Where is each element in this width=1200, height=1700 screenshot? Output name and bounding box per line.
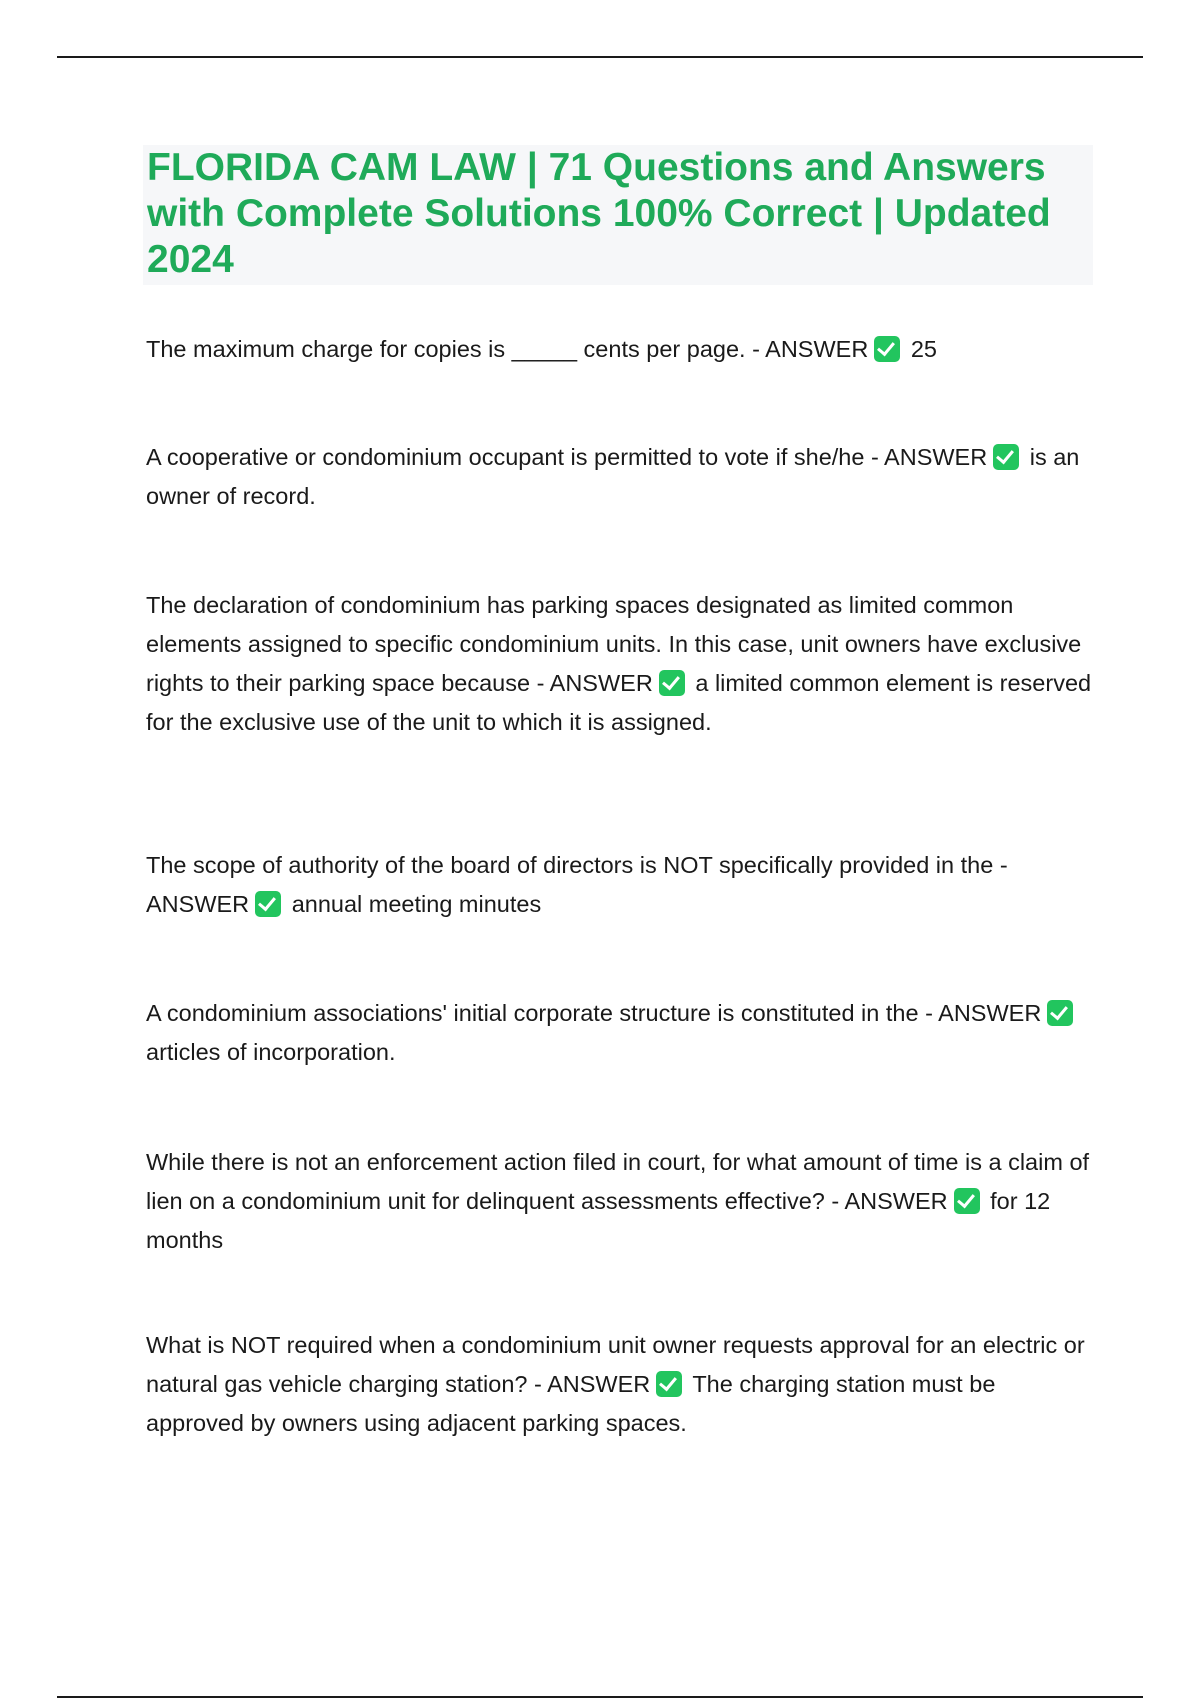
question-text: The declaration of condominium has parking spaces designated as limited common elements assigned to specific condominium units. In this case, unit owners have exclusive rights to their parking space because - <box>146 592 1082 696</box>
qa-item-4 <box>146 846 1096 924</box>
check-box-icon <box>656 1371 682 1397</box>
footer-rule <box>57 1696 1143 1698</box>
qa-item-3 <box>146 586 1096 742</box>
check-box-icon <box>659 670 685 696</box>
question-text: A condominium associations' initial corporate structure is constituted in the - <box>146 1000 939 1026</box>
qa-item-2 <box>146 438 1096 516</box>
answer-text: for 12 months <box>146 1188 1051 1253</box>
header-rule <box>57 56 1143 58</box>
check-box-icon <box>255 891 281 917</box>
check-box-icon <box>993 444 1019 470</box>
answer-label: ANSWER <box>547 1371 651 1397</box>
question-text: While there is not an enforcement action filed in court, for what amount of time is a claim of lien on a condominium unit for delinquent assessments effective? - <box>146 1149 1090 1214</box>
answer-text: 25 <box>910 336 937 362</box>
qa-item-1 <box>146 330 1096 369</box>
qa-item-5 <box>146 994 1096 1072</box>
qa-item-6 <box>146 1143 1096 1260</box>
answer-text: articles of incorporation. <box>146 1039 396 1065</box>
answer-label: ANSWER <box>765 336 869 362</box>
answer-text: a limited common element is reserved for the exclusive use of the unit to which it is assigned. <box>146 670 1092 735</box>
answer-label: ANSWER <box>938 1000 1042 1026</box>
document-title: FLORIDA CAM LAW | 71 Questions and Answers with Complete Solutions 100% Correct | Updated 2024 <box>147 146 1051 281</box>
check-box-icon <box>1047 1000 1073 1026</box>
check-box-icon <box>954 1188 980 1214</box>
answer-label: ANSWER <box>549 670 653 696</box>
answer-label: ANSWER <box>884 444 988 470</box>
answer-text: is an owner of record. <box>146 444 1080 509</box>
question-text: The scope of authority of the board of directors is NOT specifically provided in the - <box>146 852 1008 878</box>
question-text: The maximum charge for copies is _____ cents per page. - <box>146 336 766 362</box>
question-text: What is NOT required when a condominium unit owner requests approval for an electric or natural gas vehicle charging station? - <box>146 1332 1085 1397</box>
answer-label: ANSWER <box>146 891 250 917</box>
qa-item-7 <box>146 1326 1096 1443</box>
title-banner <box>143 145 1093 285</box>
answer-label: ANSWER <box>844 1188 948 1214</box>
check-box-icon <box>874 336 900 362</box>
answer-text: annual meeting minutes <box>291 891 542 917</box>
question-text: A cooperative or condominium occupant is permitted to vote if she/he - <box>146 444 885 470</box>
answer-text: The charging station must be approved by owners using adjacent parking spaces. <box>146 1371 996 1436</box>
